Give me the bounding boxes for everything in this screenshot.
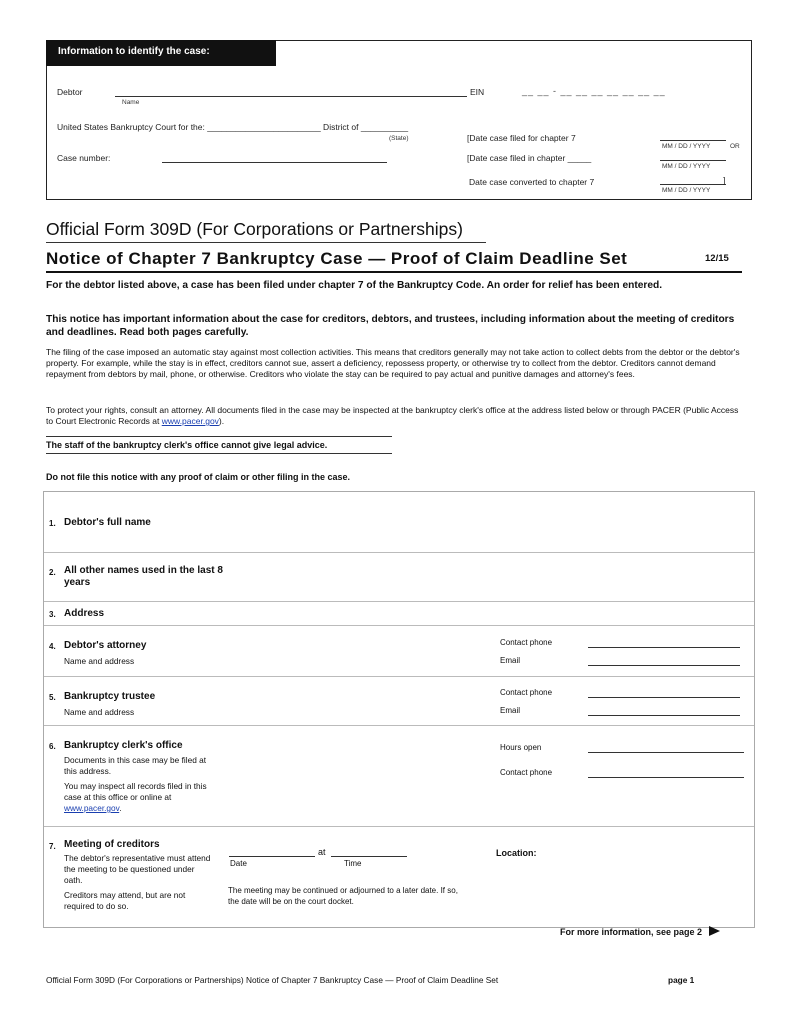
arrow-right-icon xyxy=(709,926,720,938)
trustee-email-label: Email xyxy=(500,706,521,715)
more-info-text: For more information, see page 2 xyxy=(560,927,703,937)
do-not-file-notice: Do not file this notice with any proof of claim or other filing in the case. xyxy=(46,472,351,482)
records-text: You may inspect all records filed in this case at this office or online at xyxy=(64,781,207,802)
attorney-email-label: Email xyxy=(500,656,521,665)
clerk-phone-field[interactable] xyxy=(588,777,744,778)
row-number: 6. xyxy=(49,742,56,751)
row-sublabel-records xyxy=(64,781,226,814)
case-info-header: Information to identify the case: xyxy=(46,40,276,66)
more-info-link[interactable] xyxy=(560,926,720,938)
pacer-link[interactable]: www.pacer.gov xyxy=(161,416,219,426)
page-number: page 1 xyxy=(668,975,695,985)
row-number: 4. xyxy=(49,642,56,651)
date-converted-line[interactable] xyxy=(660,184,726,185)
staff-rule-top xyxy=(46,436,392,437)
hours-open-field[interactable] xyxy=(588,752,744,753)
trustee-email-field[interactable] xyxy=(588,715,740,716)
date-filed-chapter-mask: MM / DD / YYYY xyxy=(662,163,711,170)
attorney-phone-field[interactable] xyxy=(588,647,740,648)
row-label: Bankruptcy trustee xyxy=(64,691,156,702)
date-filed-ch7-mask: MM / DD / YYYY xyxy=(662,143,711,150)
intro-paragraph-1: For the debtor listed above, a case has been filed under chapter 7 of the Bankruptcy Code. An order for relief has been entered. xyxy=(46,280,663,291)
date-caption: Date xyxy=(230,859,247,868)
intro-paragraph-2: This notice has important information about the case for creditors, debtors, and trustees, including information about the meeting of creditors and deadlines. Read both pages carefully. xyxy=(46,314,735,338)
time-caption: Time xyxy=(344,859,362,868)
date-filed-chapter-label: [Date case filed in chapter _____ xyxy=(467,153,592,163)
row-label: All other names used in the last 8 years xyxy=(64,565,223,588)
row-sublabel: The debtor's representative must attend the meeting to be questioned under oath. xyxy=(64,853,211,885)
date-converted-mask: MM / DD / YYYY xyxy=(662,187,711,194)
row-sublabel-creditors: Creditors may attend, but are not required to do so. xyxy=(64,890,186,911)
row-debtor-full-name xyxy=(44,492,754,552)
row-label: Meeting of creditors xyxy=(64,839,160,850)
row-debtors-attorney xyxy=(44,626,754,676)
row-bankruptcy-trustee xyxy=(44,677,754,725)
clerk-phone-label: Contact phone xyxy=(500,768,553,777)
row-clerks-office xyxy=(44,726,754,826)
intro-paragraph-3: The filing of the case imposed an automatic stay against most collection activities. This means that creditors generally may not take action to collect debts from the debtor or the debtor's property. For example, while the stay is in effect, creditors cannot sue, assert a deficiency, repossess property, or otherwise try to collect from the debtor. Creditors cannot demand repayment from debtors by mail, phone, or otherwise. Creditors who violate the stay can be required to pay actual and punitive damages and attorney's fees. xyxy=(46,347,740,379)
trustee-phone-field[interactable] xyxy=(588,697,740,698)
date-converted-label: Date case converted to chapter 7 xyxy=(469,177,595,187)
row-label: Debtor's attorney xyxy=(64,640,147,651)
case-info-box xyxy=(46,40,752,200)
notice-title-rule xyxy=(46,271,742,273)
debtor-name-line[interactable] xyxy=(115,96,467,97)
intro-paragraph-4 xyxy=(46,405,746,427)
case-number-label: Case number: xyxy=(57,153,111,163)
staff-rule-bottom xyxy=(46,453,392,454)
case-details-table xyxy=(43,491,755,928)
intro-paragraph-4-end: ). xyxy=(218,416,225,426)
records-text-end: . xyxy=(119,803,122,813)
notice-title: Notice of Chapter 7 Bankruptcy Case — Proof of Claim Deadline Set xyxy=(46,249,628,268)
clerk-pacer-link[interactable]: www.pacer.gov xyxy=(64,803,120,813)
form-title: Official Form 309D (For Corporations or Partnerships) xyxy=(46,219,463,239)
meeting-time-field[interactable] xyxy=(331,856,407,857)
row-number: 3. xyxy=(49,610,56,619)
row-sublabel: Documents in this case may be filed at this address. xyxy=(64,755,207,776)
date-filed-chapter-line[interactable] xyxy=(660,160,726,161)
row-number: 7. xyxy=(49,842,56,851)
ein-field[interactable]: __ __ - __ __ __ __ __ __ __ xyxy=(522,86,666,96)
date-filed-ch7-label: [Date case filed for chapter 7 xyxy=(467,133,576,143)
meeting-date-field[interactable] xyxy=(229,856,315,857)
row-meeting-of-creditors xyxy=(44,827,754,927)
row-number: 2. xyxy=(49,568,56,577)
hours-open-label: Hours open xyxy=(500,743,542,752)
row-label: Bankruptcy clerk's office xyxy=(64,740,183,751)
staff-notice: The staff of the bankruptcy clerk's office cannot give legal advice. xyxy=(46,440,328,450)
state-caption: (State) xyxy=(389,135,409,142)
attorney-email-field[interactable] xyxy=(588,665,740,666)
location-label: Location: xyxy=(496,848,537,858)
date-converted-bracket: ] xyxy=(723,175,726,185)
ein-label: EIN xyxy=(470,87,485,97)
case-number-line[interactable] xyxy=(162,162,387,163)
row-address xyxy=(44,602,754,625)
court-label: United States Bankruptcy Court for the: ________________________ District of __________ xyxy=(57,122,409,132)
meeting-note: The meeting may be continued or adjourned to a later date. If so, the date will be on the court docket. xyxy=(228,886,458,906)
trustee-phone-label: Contact phone xyxy=(500,688,553,697)
or-text: OR xyxy=(730,143,740,150)
row-other-names xyxy=(44,553,754,601)
page-footer: Official Form 309D (For Corporations or Partnerships) Notice of Chapter 7 Bankruptcy Case — Proof of Claim Deadline Set xyxy=(46,975,499,985)
intro-paragraph-4-text: To protect your rights, consult an attorney. All documents filed in the case may be inspected at the bankruptcy clerk's office at the address listed below or through PACER (Public Access to Court Electronic Records at xyxy=(46,405,739,426)
debtor-label: Debtor xyxy=(57,87,83,97)
row-label: Address xyxy=(64,608,105,619)
row-sublabel: Name and address xyxy=(64,656,135,666)
at-text: at xyxy=(318,847,326,857)
revision-date: 12/15 xyxy=(705,253,729,264)
row-label: Debtor's full name xyxy=(64,517,151,528)
row-number: 5. xyxy=(49,693,56,702)
date-filed-ch7-line[interactable] xyxy=(660,140,726,141)
form-title-rule xyxy=(46,242,486,243)
row-number: 1. xyxy=(49,519,56,528)
row-sublabel: Name and address xyxy=(64,707,135,717)
attorney-phone-label: Contact phone xyxy=(500,638,553,647)
name-caption: Name xyxy=(122,99,140,106)
